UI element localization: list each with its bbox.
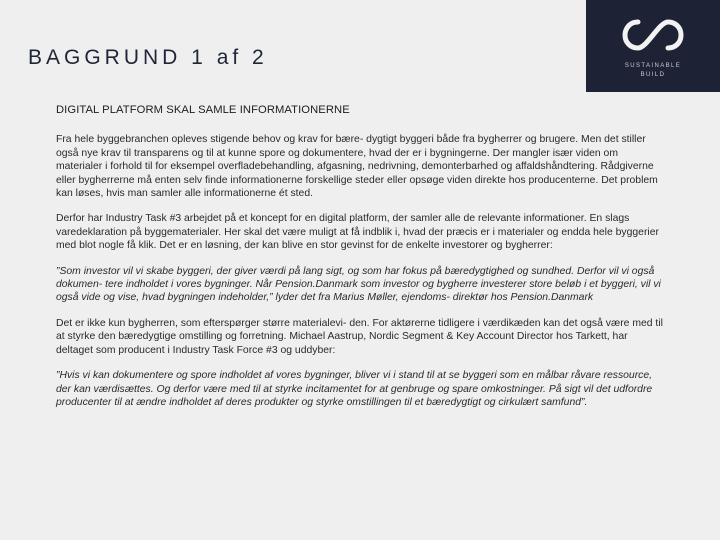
logo bbox=[586, 0, 720, 92]
slide-title: BAGGRUND 1 af 2 bbox=[28, 46, 268, 69]
article-heading: DIGITAL PLATFORM SKAL SAMLE INFORMATIONERNE bbox=[56, 104, 350, 116]
paragraph-2: Derfor har Industry Task #3 arbejdet på et koncept for en digital platform, der samler alle de relevante informationer. En slags varedeklaration på byggematerialer. Her skal det være muligt at få indblik i, hvad der præcis er i materialer og endda hele byggerier med blot nogle få klik. Det er en løsning, der kan blive en stor gevinst for de enkelte investorer og bygherrer: bbox=[56, 213, 659, 252]
quote-1: ”Som investor vil vi skabe byggeri, der giver værdi på lang sigt, og som har fokus på bæredygtighed og sundhed. Derfor vil vi også dokumen- tere indholdet i vores bygninger. Når Pension.Danmark som investor og bygherre investerer store beløb i et byggeri, vil vi også vide og vise, hvad bygningen indeholder,” lyder det fra Marius Møller, ejendoms- direktør hos Pension.Danmark bbox=[56, 265, 661, 304]
logo-text-line2: BUILD bbox=[640, 72, 666, 78]
paragraph-1: Fra hele byggebranchen opleves stigende behov og krav for bære- dygtigt byggeri både fra bygherrer og brugere. Men det stiller også nye krav til transparens og til at kunne spore og dokumentere, hvad der er i bygningerne. Der mangler især viden om materialer i forhold til for eksempel overfladebehandling, afgasning, nedrivning, demonterbarhed og affaldshåndtering. Rådgiverne eller bygherrerne må enten selv finde informationerne forskellige steder eller opsøge viden direkte hos producenterne. Det problem kan løses, hvis man samler alle informationerne ét sted. bbox=[56, 134, 658, 200]
logo-text-line1: SUSTAINABLE bbox=[624, 63, 682, 69]
infinity-logo-icon bbox=[622, 14, 684, 56]
quote-2: ”Hvis vi kan dokumentere og spore indholdet af vores bygninger, bliver vi i stand til at se byggeri som en målbar råvare ressource, der kan værdisættes. Og derfor være med til at styrke incitamentet for at genbruge og spare omkostninger. På sigt vil det udfordre producenter til at ændre indholdet af deres produkter og styrke omstillingen til et bæredygtigt og cirkulært samfund”. bbox=[56, 370, 653, 408]
article-body bbox=[56, 104, 664, 421]
paragraph-3: Det er ikke kun bygherren, som efterspørger større materialevi- den. For aktørerne tidligere i værdikæden kan det også være med til at styrke den bæredygtige omstilling og forretning. Michael Aastrup, Nordic Segment & Key Account Director hos Tarkett, har deltaget som producent i Industry Task Force #3 og uddyber: bbox=[56, 317, 663, 356]
